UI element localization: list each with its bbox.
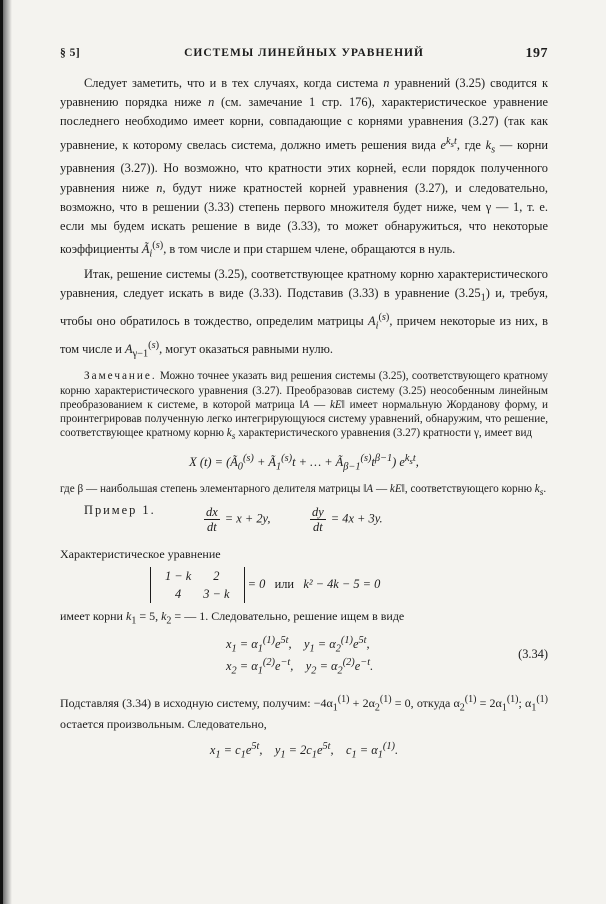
substitution-text: Подставляя (3.34) в исходную систему, получим: $-4\alpha_1^{(1)} + 2\alpha_2^{(1)} = 0$, откуда $\alpha_2^{(1)} = 2\alpha_1^{(1)}$; $\alpha_1^{(1)}$ остается произвольным. Следовательно,	[60, 693, 548, 731]
paragraph-1: Следует заметить, что и в тех случаях, когда система n уравнений (3.25) сводится к уравнению порядка ниже n (см. замечание 1 стр. 176), характеристическое уравнение последнего необходимо имеет корни, совпадающие с корнями уравнения (3.27) (так как уравнение, к которому свелась система, должно иметь решения вида $e^{k_st}$, где $k_s$ — корни уравнения (3.27)). Но возможно, что кратности этих корней, если порядок полученного уравнения ниже n, будут ниже кратностей корней уравнения (3.27), и следовательно, возможно, что в решении (3.33) степень первого множителя будет ниже, чем γ — 1, т. е. если мы будем искать решение в виде (3.33), то может обнаружиться, что некоторые коэффициенты $Ã_i^{(s)}$, в том числе и при старшем члене, обращаются в нуль.	[60, 76, 549, 260]
det-a11: 1 − k	[165, 568, 192, 583]
example-title: Пример 1.	[84, 502, 156, 517]
determinant	[150, 567, 245, 603]
example-block	[60, 503, 548, 537]
running-title: СИСТЕМЫ ЛИНЕЙНЫХ УРАВНЕНИЙ	[184, 47, 424, 59]
system-equation-2: $\frac{dy}{dt}$ = 4x + 3y.	[312, 504, 383, 534]
det-rhs: = 0 или k² − 4k − 5 = 0	[247, 576, 381, 591]
equation-label-3-34: (3.34)	[518, 646, 548, 661]
system-equation-1: $\frac{dx}{dt}$ = x + 2y,	[206, 504, 271, 534]
final-solution: $x_1 = c_1e^{5t}$, $y_1 = 2c_1e^{5t}$, $c_1 = \alpha_1^{(1)}$.	[209, 740, 399, 761]
book-spine-edge	[0, 0, 3, 904]
char-equation	[150, 567, 548, 603]
solution-system	[60, 635, 548, 681]
page-header	[60, 47, 548, 67]
paragraph-2: Итак, решение системы (3.25), соответствующее кратному корню характеристического уравнения, следует искать в виде (3.33). Подставив (3.33) в уравнение $(3.25_1)$ и, требуя, чтобы оно обратилось в тождество, определим матрицы $A_i^{(s)}$, причем некоторые из них, в том числе и $A_{\gamma-1}^{(s)}$, могут оказаться равными нулю.	[60, 267, 548, 360]
remark-title: Замечание.	[84, 370, 157, 383]
after-formula-text: где β — наибольшая степень элементарного делителя матрицы ‖A — kE‖, соответствующего корню $k_s$.	[60, 483, 547, 499]
page-number: 197	[525, 46, 548, 61]
det-a21: 4	[175, 586, 182, 601]
roots-text: имеет корни $k_1 = 5$, $k_2$ = — 1. Следовательно, решение ищем в виде	[60, 608, 405, 627]
char-equation-label: Характеристическое уравнение	[60, 546, 221, 561]
section-number: § 5]	[60, 47, 81, 59]
remark-paragraph: Замечание. Можно точнее указать вид решения системы (3.25), соответствующего кратному корню характеристического уравнения (3.27). Преобразовав систему (3.25) неособенным линейным преобразованием к системе, в которой матрица ‖A — kE‖ имеет нормальную Жорданову форму, и проинтегрировав полученную легко интегрирующуюся систему уравнений, обнаружим, что решение, соответствующее кратному корню $k_s$ характеристического уравнения (3.27) кратности γ, имеет вид	[60, 370, 548, 443]
det-a22: 3 − k	[203, 586, 230, 601]
solution-line-1: $x_1 = \alpha_1^{(1)}e^{5t}$, $y_1 = \alpha_2^{(1)}e^{5t}$,	[226, 634, 370, 655]
page-body	[60, 74, 548, 761]
solution-line-2: $x_2 = \alpha_1^{(2)}e^{-t}$, $y_2 = \alpha_2^{(2)}e^{-t}$.	[226, 656, 374, 677]
det-a12: 2	[213, 568, 220, 583]
formula-X-t: X $(t) = (Ã_0^{(s)}$ + $Ã_1^{(s)}t$ + … + $Ã_{\beta-1}^{(s)}t^{\beta-1}$) $e^{k_st}$,	[189, 452, 419, 473]
